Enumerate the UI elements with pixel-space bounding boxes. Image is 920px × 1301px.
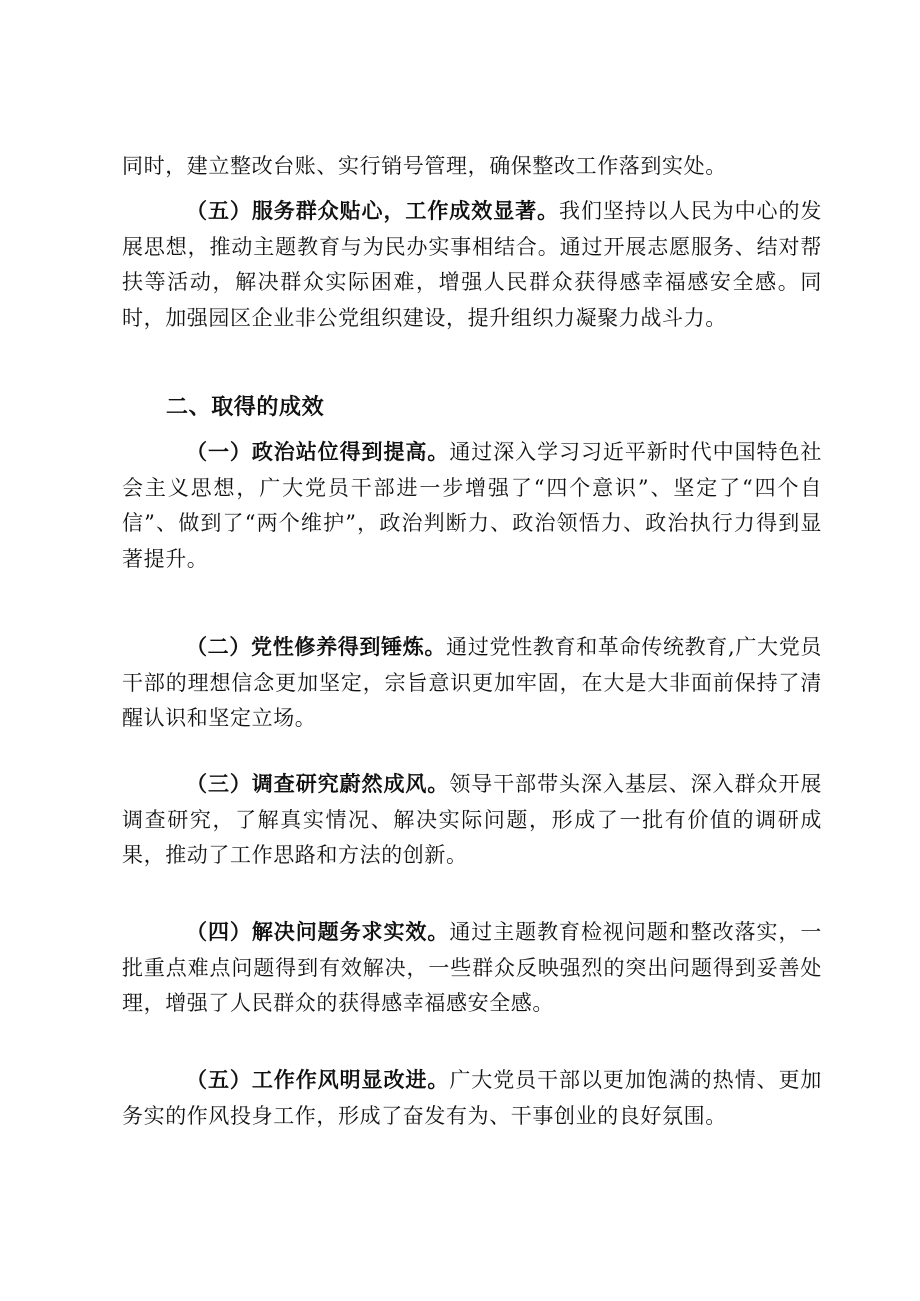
paragraph-body: 通过主题教育检视问题和整改落实，一批重点难点问题得到有效解决，一些群众反映强烈的突出问题得到妥善处理，增强了人民群众的获得感幸福感安全感。 (122, 920, 822, 1016)
achievement-item-1 (122, 435, 822, 577)
achievement-item-4 (122, 915, 822, 1022)
continuation-paragraph: 同时，建立整改台账、实行销号管理，确保整改工作落到实处。 (122, 154, 727, 178)
paragraph-lead: （五）工作作风明显改进。 (186, 1068, 450, 1092)
section-one-item-five-paragraph (122, 194, 822, 336)
achievement-item-3 (122, 767, 822, 874)
paragraph-body: 通过深入学习习近平新时代中国特色社会主义思想，广大党员干部进一步增强了“四个意识”、坚定了“四个自信”、做到了“两个维护”，政治判断力、政治领悟力、政治执行力得到显著提升。 (122, 440, 822, 571)
paragraph-body: 我们坚持以人民为中心的发展思想，推动主题教育与为民办实事相结合。通过开展志愿服务、结对帮扶等活动，解决群众实际困难，增强人民群众获得感幸福感安全感。同时，加强园区企业非公党组织建设，提升组织力凝聚力战斗力。 (122, 199, 822, 330)
paragraph-lead: （一）政治站位得到提高。 (186, 440, 450, 464)
paragraph-lead: （五）服务群众贴心，工作成效显著。 (186, 199, 560, 223)
paragraph-lead: （三）调查研究蔚然成风。 (186, 772, 450, 796)
paragraph-lead: （四）解决问题务求实效。 (186, 920, 450, 944)
section-two-heading: 二、取得的成效 (166, 395, 325, 420)
achievement-item-5 (122, 1063, 822, 1134)
paragraph-lead: （二）党性修养得到锤炼。 (186, 635, 447, 659)
achievement-item-2 (122, 630, 822, 737)
paragraph-body: 广大党员干部以更加饱满的热情、更加务实的作风投身工作，形成了奋发有为、干事创业的良好氛围。 (122, 1068, 822, 1128)
paragraph-body: 领导干部带头深入基层、深入群众开展调查研究，了解真实情况、解决实际问题，形成了一批有价值的调研成果，推动了工作思路和方法的创新。 (122, 772, 822, 868)
paragraph-body: 通过党性教育和革命传统教育,广大党员干部的理想信念更加坚定，宗旨意识更加牢固，在大是大非面前保持了清醒认识和坚定立场。 (122, 635, 822, 731)
